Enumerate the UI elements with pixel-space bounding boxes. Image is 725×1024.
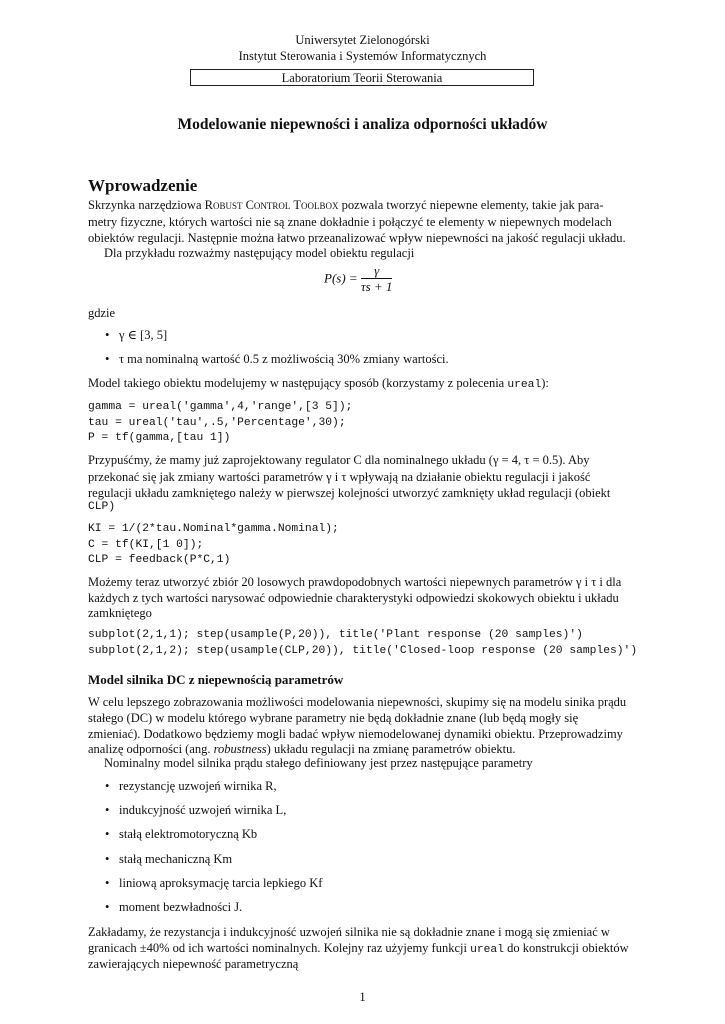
paragraph-dc-line1: W celu lepszego zobrazowania możliwości modelowania niepewności, skupimy się na modelu sinika prądu xyxy=(88,695,627,709)
formula-lhs: P(s) = xyxy=(324,270,358,286)
transfer-function-formula xyxy=(0,263,725,297)
institute-name: Instytut Sterowania i Systemów Informatycznych xyxy=(238,49,487,63)
paragraph-assumption-line2: granicach ±40% od ich wartości nominalnych. Kolejny raz użyjemy funkcji ureal do konstrukcji obiektów xyxy=(88,941,629,956)
paragraph-assumption-line1: Zakładamy, że rezystancja i indukcyjność uzwojeń silnika nie są dokładnie znane i mogą się zmieniać w xyxy=(88,925,610,939)
paragraph-intro-line3: obiektów regulacji. Następnie można łatwo przeanalizować wpływ niepewności na jakość regulacji układu. xyxy=(88,231,626,245)
list-item: • γ ∈ [3, 5] xyxy=(105,328,168,342)
section-heading-dc-motor: Model silnika DC z niepewnością parametrów xyxy=(88,672,344,687)
paragraph-controller-line1: Przypuśćmy, że mamy już zaprojektowany regulator C dla nominalnego układu (γ = 4, τ = 0.5). Aby xyxy=(88,453,590,467)
code-block-model: gamma = ureal('gamma',4,'range',[3 5]); tau = ureal('tau',.5,'Percentage',30); P = tf(gamma,[tau 1]) xyxy=(88,401,353,444)
code-block-step: subplot(2,1,1); step(usample(P,20)), title('Plant response (20 samples)') subplot(2,1,2); step(usample(CLP,20)), title('Closed-loop response (20 samples)') xyxy=(88,629,638,657)
code-block-closed-loop: KI = 1/(2*tau.Nominal*gamma.Nominal); C = tf(KI,[1 0]); CLP = feedback(P*C,1) xyxy=(88,523,339,566)
list-item: • liniową aproksymację tarcia lepkiego Kf xyxy=(105,876,323,890)
formula-fraction xyxy=(361,263,392,294)
document-title: Modelowanie niepewności i analiza odporności układów xyxy=(177,116,548,133)
list-item: • rezystancję uzwojeń wirnika R, xyxy=(105,779,277,793)
formula-denominator: τs + 1 xyxy=(360,279,393,294)
paragraph-dc-line3: zmieniać). Dodatkowo będziemy mogli badać wpływ niemodelowanej dynamiki obiektu. Przeprowadzimy xyxy=(88,727,623,741)
section-heading-introduction: Wprowadzenie xyxy=(88,176,198,195)
list-item: • stałą mechaniczną Km xyxy=(105,852,233,866)
label-gdzie: gdzie xyxy=(88,306,116,320)
paragraph-nominal-model: Nominalny model silnika prądu stałego definiowany jest przez następujące parametry xyxy=(104,756,533,770)
paragraph-samples-line1: Możemy teraz utworzyć zbiór 20 losowych prawdopodobnych wartości niepewnych parametrów γ i τ i dla xyxy=(88,575,622,589)
list-item: • indukcyjność uzwojeń wirnika L, xyxy=(105,803,287,817)
paragraph-samples-line3: zamkniętego xyxy=(88,606,152,620)
paragraph-example: Dla przykładu rozważmy następujący model obiektu regulacji xyxy=(104,246,415,260)
paragraph-samples-line2: każdych z tych wartości narysować odpowiednie charakterystyki odpowiedzi skokowych obiektu i układu xyxy=(88,591,619,605)
lab-title-box: Laboratorium Teorii Sterowania xyxy=(190,69,534,86)
list-item: • stałą elektromotoryczną Kb xyxy=(105,827,258,841)
paragraph-controller-line4: CLP) xyxy=(88,501,116,513)
paragraph-intro-line1: Skrzynka narzędziowa Robust Control Toolbox pozwala tworzyć niepewne elementy, takie jak para- xyxy=(88,198,604,212)
paragraph-dc-line2: stałego (DC) w modelu którego wybrane parametry nie będą dokładnie znane (lub będą mogły się xyxy=(88,711,579,725)
paragraph-intro-line2: metry fizyczne, których wartości nie są znane dokładnie i połączyć te elementy w niepewnych modelach xyxy=(88,215,612,229)
university-name: Uniwersytet Zielonogórski xyxy=(295,33,430,47)
paragraph-model: Model takiego obiektu modelujemy w następujący sposób (korzystamy z polecenia ureal): xyxy=(88,376,549,391)
page-number: 1 xyxy=(359,990,366,1004)
formula-numerator: γ xyxy=(361,263,392,279)
paragraph-assumption-line3: zawierających niepewność parametryczną xyxy=(88,957,299,971)
paragraph-controller-line2: przekonać się jak zmiany wartości parametrów γ i τ wpływają na działanie obiektu regulacji i jakość xyxy=(88,470,591,484)
paragraph-controller-line3: regulacji układu zamkniętego należy w pierwszej kolejności utworzyć zamknięty układ regulacji (obiekt xyxy=(88,486,611,500)
toolbox-name: Robust Control Toolbox xyxy=(204,198,339,212)
list-item: • τ ma nominalną wartość 0.5 z możliwością 30% zmiany wartości. xyxy=(105,352,449,366)
list-item: • moment bezwładności J. xyxy=(105,900,243,914)
paragraph-dc-line4: analizę odporności (ang. robustness) układu regulacji na zmianę parametrów obiektu. xyxy=(88,742,516,756)
